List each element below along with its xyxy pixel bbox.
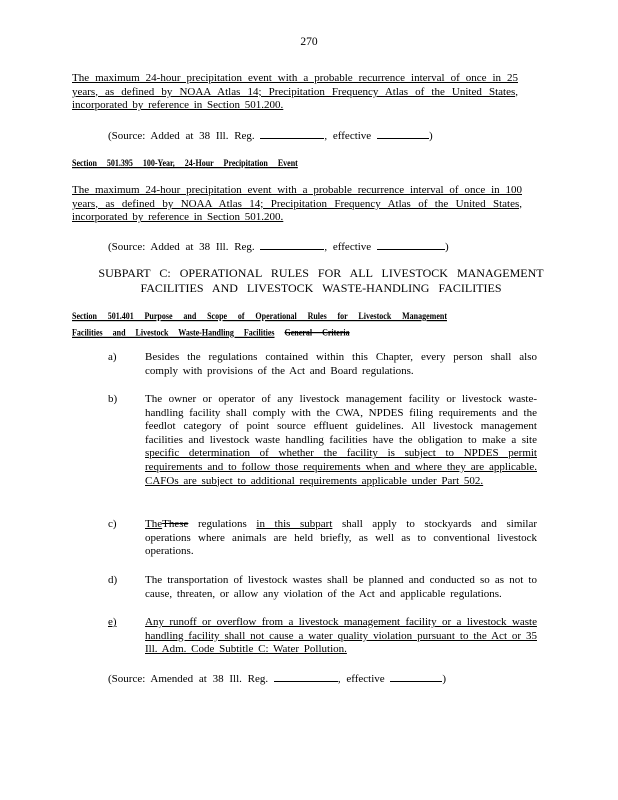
section-401-struck-title: General Criteria	[284, 326, 350, 338]
item-e-letter: e)	[108, 616, 117, 628]
subpart-c-heading	[72, 266, 570, 295]
item-c-inserted-mid: in this subpart	[256, 518, 333, 530]
subpart-heading-line-1: SUBPART C: OPERATIONAL RULES FOR ALL LIVESTOCK MANAGEMENT	[98, 266, 544, 280]
source-note-2-middle: , effective	[324, 241, 372, 253]
source-note-3-middle: , effective	[337, 673, 385, 685]
date-blank-1	[377, 128, 429, 139]
date-blank-2	[377, 239, 445, 250]
item-a-text: Besides the regulations contained within this Chapter, every person shall also comply with provisions of the Act and Board regulations.	[145, 351, 537, 377]
source-note-2-prefix: (Source: Added at 38 Ill. Reg.	[108, 241, 255, 253]
item-d-text: The transportation of livestock wastes shall be planned and conducted so as not to cause, threaten, or allow any violation of the Act and applicable regulations.	[145, 574, 537, 600]
section-401-title: Section 501.401 Purpose and Scope of Operational Rules for Livestock Management Facilities and Livestock Waste-Handling Facilities	[72, 310, 447, 338]
item-d-letter: d)	[108, 574, 118, 586]
source-note-3-prefix: (Source: Amended at 38 Ill. Reg.	[108, 673, 269, 685]
item-c-text-1: regulations	[197, 518, 247, 530]
section-395-heading: Section 501.395 100-Year, 24-Hour Precipitation Event	[72, 157, 298, 169]
reg-blank-1	[260, 128, 324, 139]
section-395-definition: The maximum 24-hour precipitation event with a probable recurrence interval of once in 25 years, as defined by NOAA Atlas 14; Precipitation Frequency Atlas of the United States, incorporated by reference in Section 501.200.	[72, 72, 518, 112]
reg-blank-2	[260, 239, 324, 250]
item-c-text-2: shall apply to stockyards and similar operations where animals are held briefly, as well as to conventional livestock operations.	[145, 518, 538, 558]
item-a-letter: a)	[108, 351, 117, 363]
source-note-2-suffix: )	[444, 241, 449, 253]
source-note-1	[108, 128, 433, 143]
source-note-3-suffix: )	[442, 673, 447, 685]
section-401-heading	[72, 308, 447, 341]
item-b-inserted: specific determination of whether the facility is subject to NPDES permit requirements and to follow those requirements when and where they are applicable. CAFOs are subject to additional requirements applicable under Part 502.	[145, 447, 537, 487]
source-note-1-suffix: )	[428, 130, 433, 142]
item-e-text: Any runoff or overflow from a livestock management facility or a livestock waste handling facility shall not cause a water quality violation pursuant to the Act or 35 Ill. Adm. Code Subtitle C: Water Pollution.	[145, 616, 537, 656]
item-b-text	[145, 393, 537, 488]
source-note-1-middle: , effective	[324, 130, 372, 142]
source-note-3	[108, 671, 446, 686]
source-note-1-prefix: (Source: Added at 38 Ill. Reg.	[108, 130, 255, 142]
item-c-inserted-start: The	[145, 518, 163, 530]
source-note-2	[108, 239, 449, 254]
item-c-letter: c)	[108, 518, 117, 530]
item-c-text	[145, 518, 537, 559]
page-number: 270	[300, 36, 318, 48]
item-c-struck: These	[162, 518, 189, 530]
item-b-original: The owner or operator of any livestock management facility or livestock waste-handling facility shall comply with the CWA, NPDES filing requirements and the feedlot category of point source effluent guidelines. All livestock management facilities and livestock waste handling facilities have the obligation to make a site	[145, 393, 537, 446]
item-b-letter: b)	[108, 393, 118, 405]
subpart-heading-line-2: FACILITIES AND LIVESTOCK WASTE-HANDLING FACILITIES	[140, 280, 502, 295]
section-395b-definition: The maximum 24-hour precipitation event with a probable recurrence interval of once in 100 years, as defined by NOAA Atlas 14; Precipitation Frequency Atlas of the United States, incorporated by reference in Section 501.200.	[72, 184, 522, 224]
reg-blank-3	[274, 671, 338, 682]
date-blank-3	[390, 671, 442, 682]
